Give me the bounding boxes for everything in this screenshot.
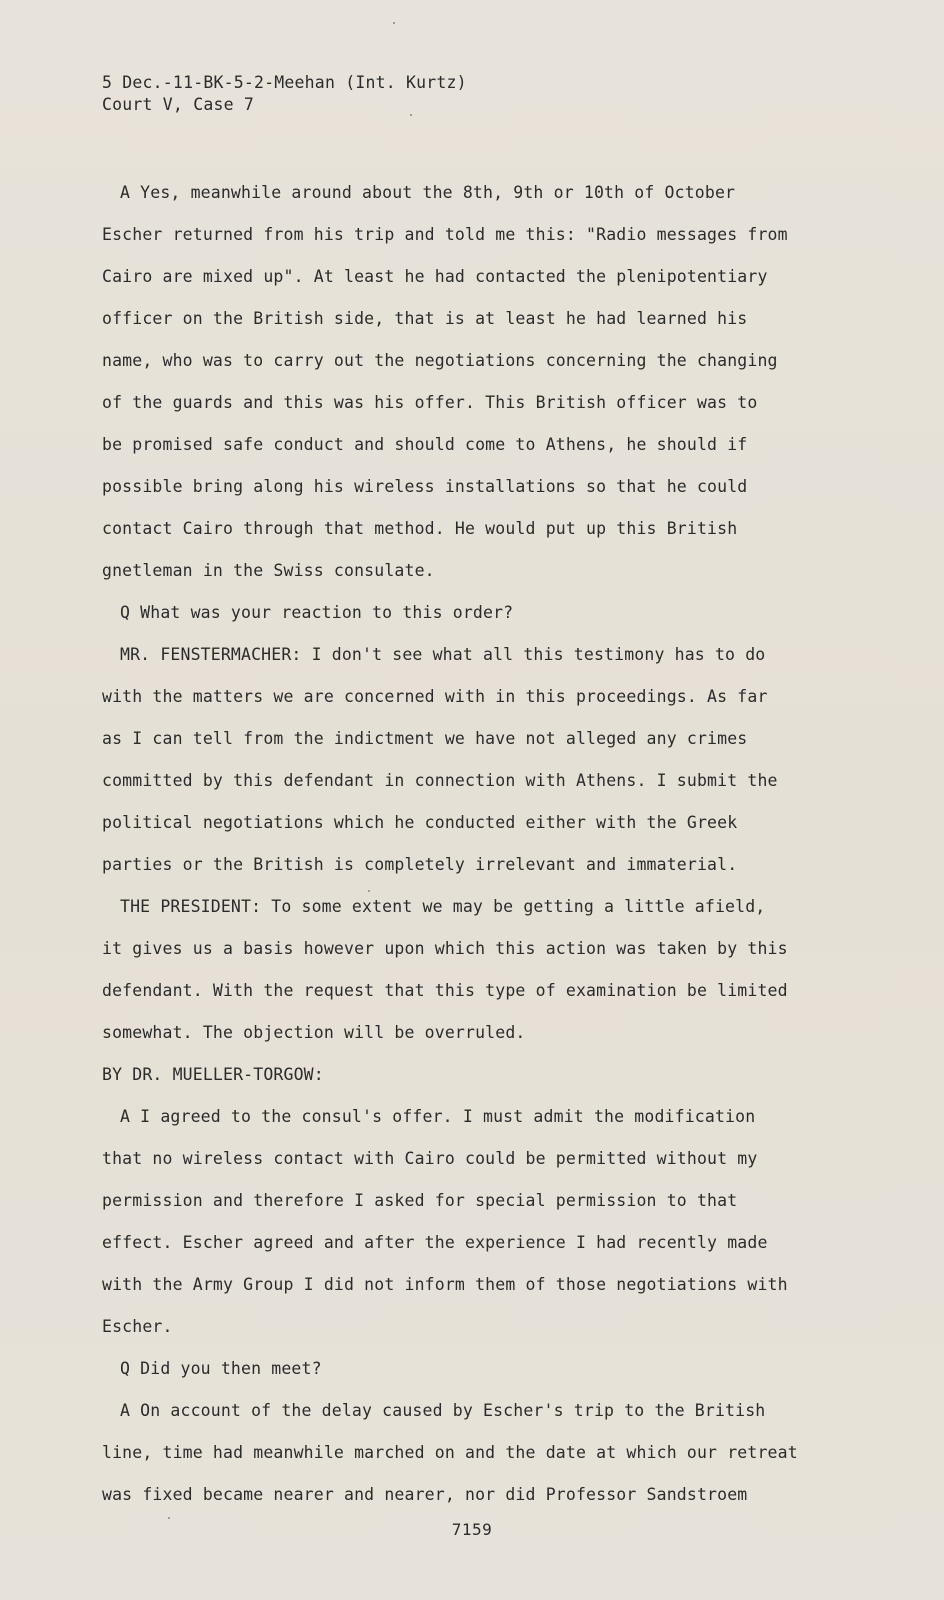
paper-speck xyxy=(410,114,412,116)
transcript-line: committed by this defendant in connection with Athens. I submit the xyxy=(102,771,778,790)
transcript-line: THE PRESIDENT: To some extent we may be getting a little afield, xyxy=(120,897,766,916)
transcript-line: contact Cairo through that method. He would put up this British xyxy=(102,519,738,538)
transcript-line: MR. FENSTERMACHER: I don't see what all this testimony has to do xyxy=(120,645,766,664)
page-number: 7159 xyxy=(451,1520,493,1539)
paper-speck xyxy=(393,22,395,24)
transcript-line: with the matters we are concerned with in this proceedings. As far xyxy=(102,687,768,706)
document-header xyxy=(102,72,467,116)
transcript-line: that no wireless contact with Cairo could be permitted without my xyxy=(102,1149,758,1168)
transcript-line: A I agreed to the consul's offer. I must admit the modification xyxy=(120,1107,756,1126)
transcript-line: of the guards and this was his offer. This British officer was to xyxy=(102,393,758,412)
transcript-line: gnetleman in the Swiss consulate. xyxy=(102,561,435,580)
transcript-line: it gives us a basis however upon which this action was taken by this xyxy=(102,939,788,958)
transcript-line: Q Did you then meet? xyxy=(120,1359,322,1378)
transcript-line: parties or the British is completely irrelevant and immaterial. xyxy=(102,855,738,874)
transcript-line: with the Army Group I did not inform them of those negotiations with xyxy=(102,1275,788,1294)
transcript-line: be promised safe conduct and should come to Athens, he should if xyxy=(102,435,748,454)
transcript-line: was fixed became nearer and nearer, nor did Professor Sandstroem xyxy=(102,1485,748,1504)
paper-speck xyxy=(368,890,370,892)
header-court-line: Court V, Case 7 xyxy=(102,95,255,114)
transcript-line: A On account of the delay caused by Escher's trip to the British xyxy=(120,1401,766,1420)
transcript-body xyxy=(102,172,822,1516)
transcript-line: somewhat. The objection will be overruled. xyxy=(102,1023,526,1042)
transcript-line: Escher returned from his trip and told me this: "Radio messages from xyxy=(102,225,788,244)
transcript-line: BY DR. MUELLER-TORGOW: xyxy=(102,1065,324,1084)
transcript-line: officer on the British side, that is at least he had learned his xyxy=(102,309,748,328)
transcript-line: Cairo are mixed up". At least he had contacted the plenipotentiary xyxy=(102,267,768,286)
paper-speck xyxy=(168,1517,170,1519)
transcript-line: Q What was your reaction to this order? xyxy=(120,603,514,622)
transcript-line: as I can tell from the indictment we have not alleged any crimes xyxy=(102,729,748,748)
transcript-line: name, who was to carry out the negotiations concerning the changing xyxy=(102,351,778,370)
transcript-line: permission and therefore I asked for special permission to that xyxy=(102,1191,738,1210)
transcript-line: Escher. xyxy=(102,1317,173,1336)
transcript-line: possible bring along his wireless installations so that he could xyxy=(102,477,748,496)
transcript-line: line, time had meanwhile marched on and the date at which our retreat xyxy=(102,1443,798,1462)
transcript-line: effect. Escher agreed and after the experience I had recently made xyxy=(102,1233,768,1252)
transcript-line: A Yes, meanwhile around about the 8th, 9th or 10th of October xyxy=(120,183,736,202)
transcript-line: political negotiations which he conducted either with the Greek xyxy=(102,813,738,832)
transcript-line: defendant. With the request that this type of examination be limited xyxy=(102,981,788,1000)
header-session-line: 5 Dec.-11-BK-5-2-Meehan (Int. Kurtz) xyxy=(102,73,467,92)
